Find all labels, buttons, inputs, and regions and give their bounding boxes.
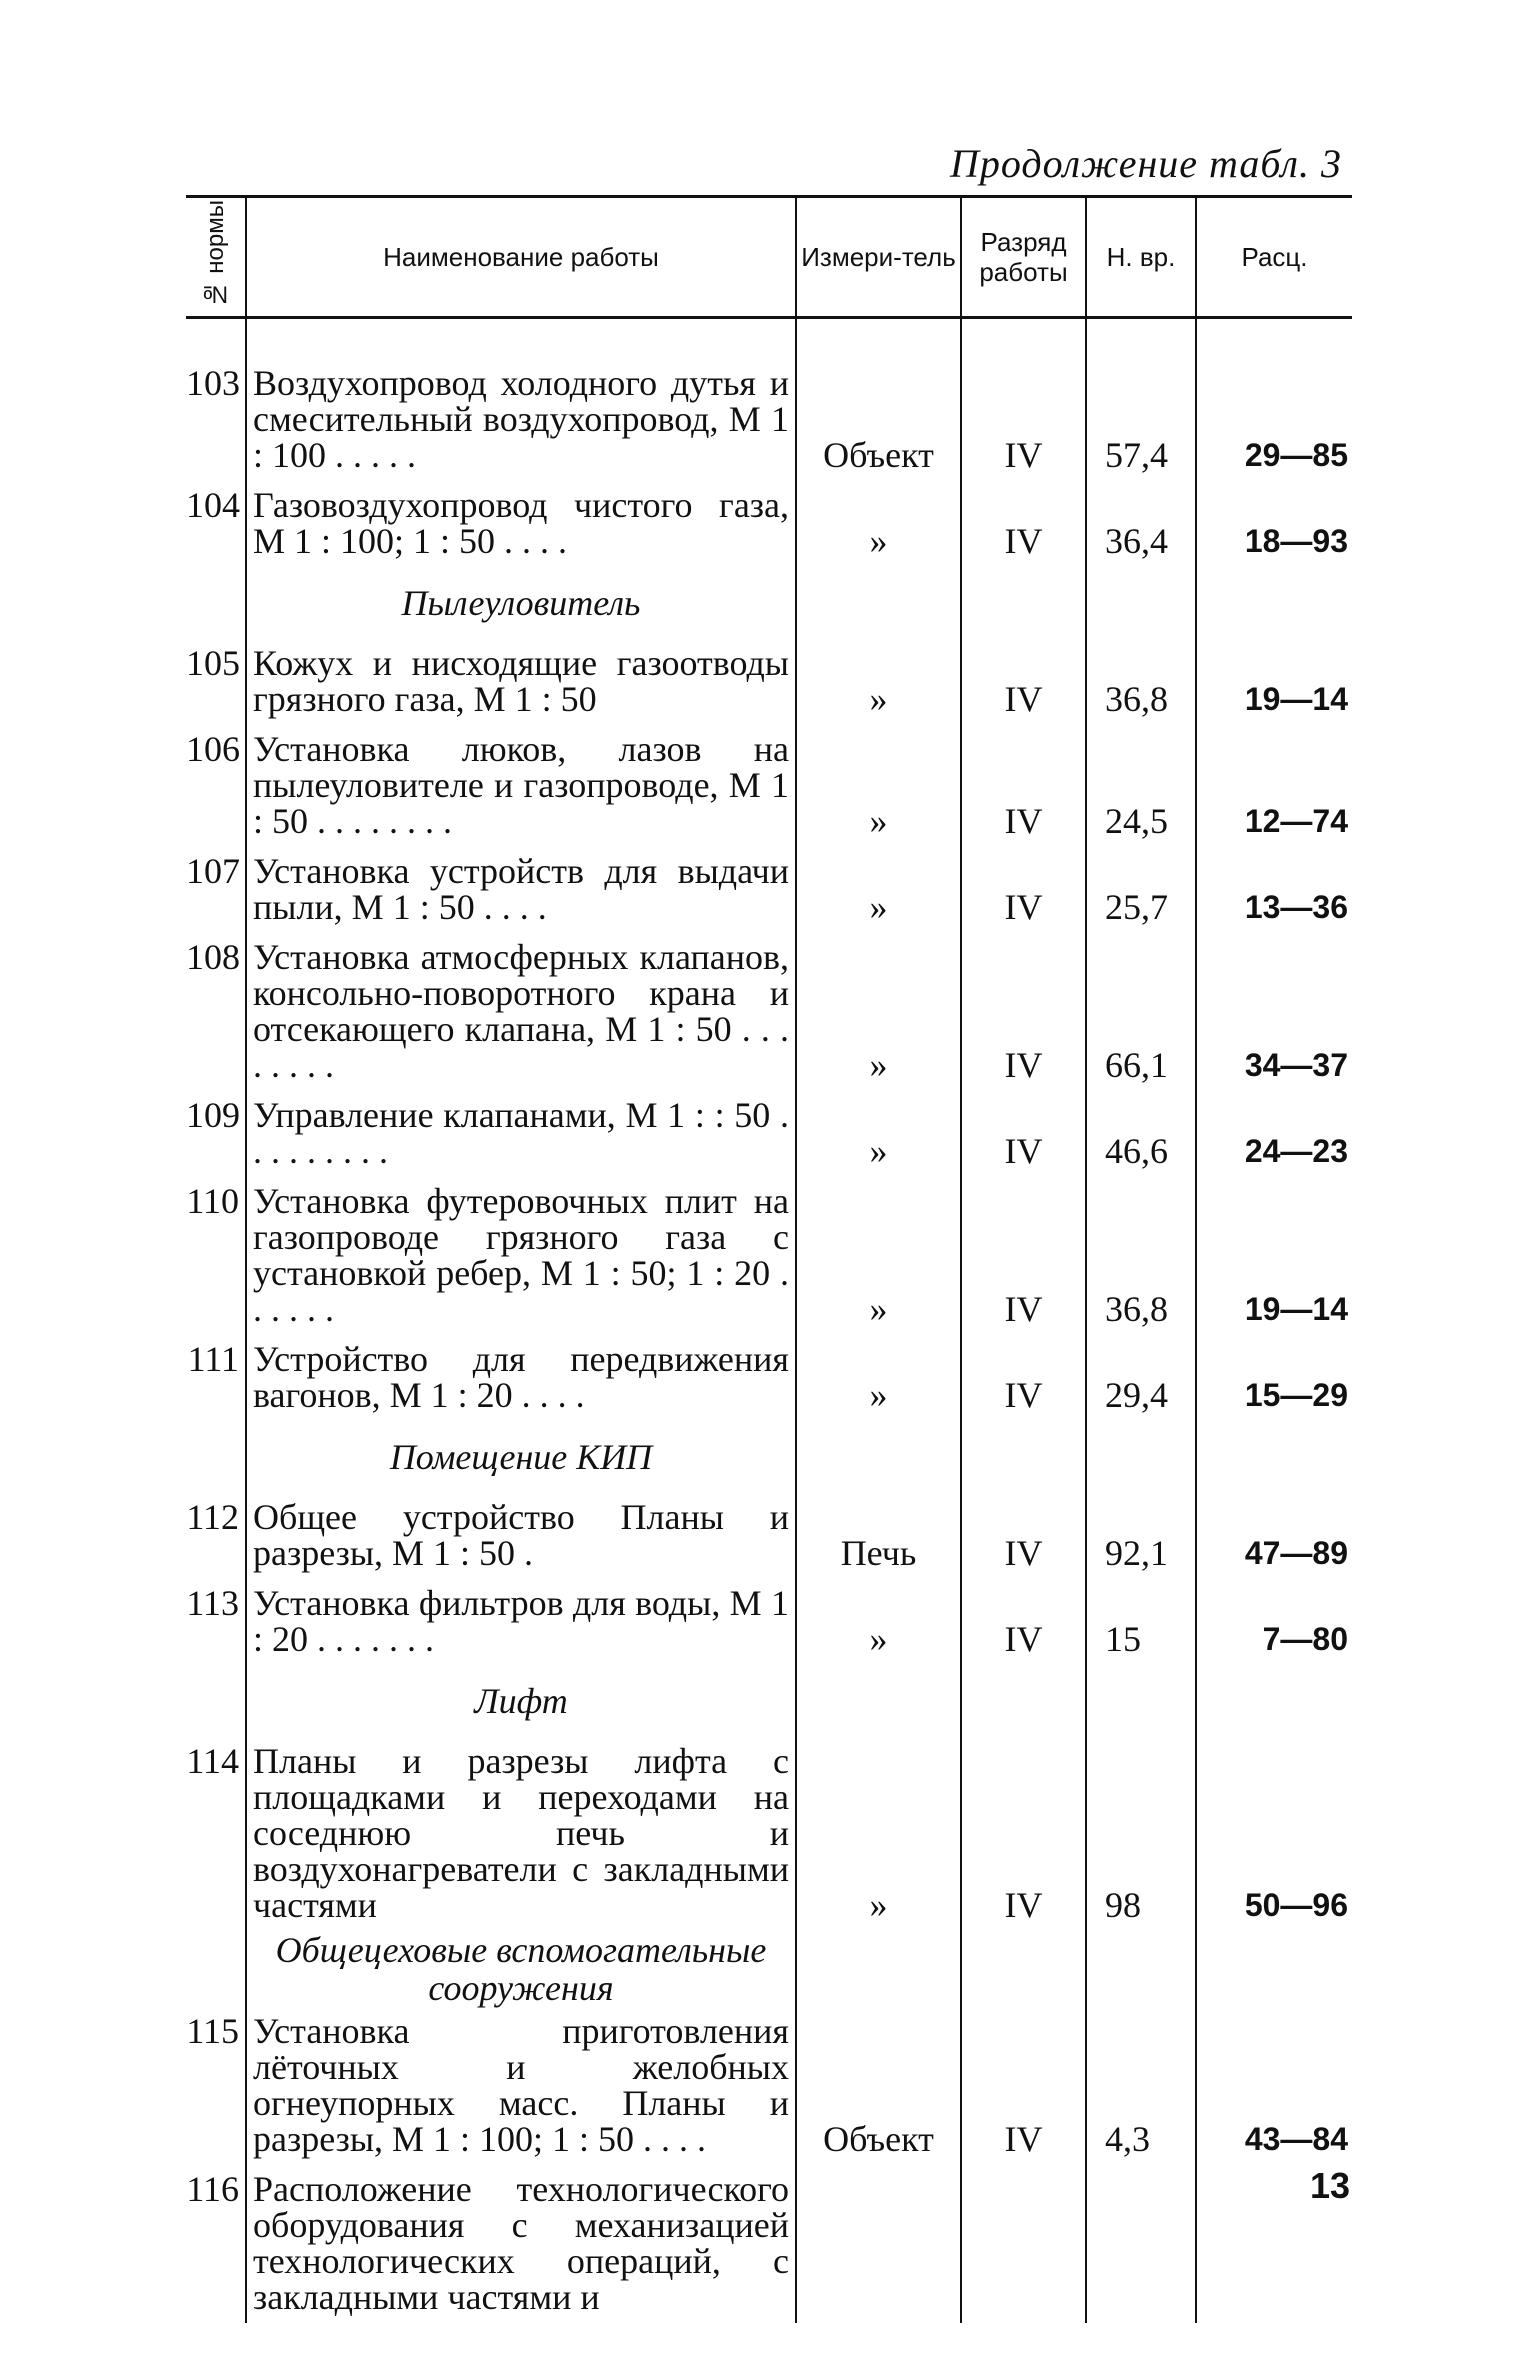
header-name: Наименование работы (246, 197, 796, 318)
header-hours: Н. вр. (1086, 197, 1196, 318)
unit-cell: » (796, 1579, 961, 1665)
table-row (186, 639, 1352, 725)
work-name: Устройство для передвижения вагонов, М 1 : 20 . . . . (246, 1335, 796, 1421)
work-name: Установка фильтров для воды, М 1 : 20 . . . . . . . (246, 1579, 796, 1665)
norm-number: 113 (186, 1583, 239, 1623)
unit-cell: Объект (796, 2007, 961, 2165)
unit-cell: » (796, 847, 961, 933)
table-row (186, 847, 1352, 933)
unit-cell: » (796, 1177, 961, 1335)
work-name: Установка приготовления лёточных и желобных огнеупорных масс. Планы и разрезы, М 1 : 100; 1 : 50 . . . . (246, 2007, 796, 2165)
work-name: Планы и разрезы лифта с площадками и переходами на соседнюю печь и воздухонагреватели с закладными частями (246, 1737, 796, 1931)
table-row (186, 1737, 1352, 1931)
grade-cell: IV (961, 2007, 1086, 2165)
section-subtitle-row (186, 1665, 1352, 1737)
work-name: Кожух и нисходящие газоотводы грязного газа, М 1 : 50 (246, 639, 796, 725)
table-row (186, 1177, 1352, 1335)
empty-cell (1086, 1421, 1196, 1493)
empty-cell (186, 1665, 246, 1737)
norm-number: 111 (187, 1339, 239, 1379)
header-rate: Расц. (1196, 197, 1352, 318)
hours-cell: 4,3 (1086, 2007, 1196, 2165)
empty-cell (1196, 567, 1352, 639)
unit-cell: Печь (796, 1493, 961, 1579)
norm-number: 108 (186, 937, 240, 977)
grade-cell: IV (961, 1335, 1086, 1421)
table-row (186, 1335, 1352, 1421)
section-subtitle: Лифт (246, 1665, 796, 1737)
grade-cell (961, 2165, 1086, 2323)
grade-cell: IV (961, 725, 1086, 847)
header-row (186, 197, 1352, 318)
table-row (186, 933, 1352, 1091)
section-subtitle-row (186, 1421, 1352, 1493)
empty-cell (1086, 567, 1196, 639)
empty-cell (1196, 1421, 1352, 1493)
empty-cell (796, 1931, 961, 2007)
norm-number: 104 (186, 485, 240, 525)
section-subtitle-row (186, 1931, 1352, 2007)
hours-cell: 29,4 (1086, 1335, 1196, 1421)
rate-cell: 15—29 (1196, 1335, 1352, 1421)
norms-table (186, 195, 1352, 2317)
empty-cell (961, 1421, 1086, 1493)
rate-cell: 24—23 (1196, 1091, 1352, 1177)
hours-cell: 25,7 (1086, 847, 1196, 933)
rate-cell: 7—80 (1196, 1579, 1352, 1665)
grade-cell: IV (961, 847, 1086, 933)
table-row (186, 1493, 1352, 1579)
table-row (186, 2165, 1352, 2323)
hours-cell: 98 (1086, 1737, 1196, 1931)
work-name: Установка атмосферных клапанов, консольно-поворотного крана и отсекающего клапана, М 1 : 50 . . . . . . . . (246, 933, 796, 1091)
norm-number: 107 (186, 851, 240, 891)
unit-cell: » (796, 481, 961, 567)
empty-cell (796, 567, 961, 639)
table-caption: Продолжение табл. 3 (949, 141, 1342, 186)
unit-cell: » (796, 639, 961, 725)
work-name: Расположение технологического оборудования с механизацией технологических операций, с закладными частями и (246, 2165, 796, 2323)
hours-cell: 66,1 (1086, 933, 1196, 1091)
unit-cell: » (796, 1335, 961, 1421)
table-row (186, 1091, 1352, 1177)
rate-cell: 34—37 (1196, 933, 1352, 1091)
work-name: Установка люков, лазов на пылеуловителе и газопроводе, М 1 : 50 . . . . . . . . (246, 725, 796, 847)
work-name: Установка футеровочных плит на газопроводе грязного газа с установкой ребер, М 1 : 50; 1 : 20 . . . . . . (246, 1177, 796, 1335)
rate-cell: 50—96 (1196, 1737, 1352, 1931)
hours-cell: 46,6 (1086, 1091, 1196, 1177)
empty-cell (961, 1665, 1086, 1737)
header-norm-label: № нормы (201, 200, 229, 308)
norm-number: 114 (186, 1741, 239, 1781)
page-number: 13 (1309, 2165, 1350, 2206)
hours-cell: 15 (1086, 1579, 1196, 1665)
rate-cell: 19—14 (1196, 639, 1352, 725)
hours-cell: 57,4 (1086, 359, 1196, 481)
norm-number: 116 (186, 2169, 239, 2209)
grade-cell: IV (961, 1493, 1086, 1579)
work-name: Газовоздухопровод чистого газа, М 1 : 100; 1 : 50 . . . . (246, 481, 796, 567)
rate-cell: 29—85 (1196, 359, 1352, 481)
table-row (186, 1579, 1352, 1665)
section-subtitle: Пылеуловитель (246, 567, 796, 639)
section-subtitle: Общецеховые вспомогательные сооружения (246, 1931, 796, 2007)
empty-cell (961, 567, 1086, 639)
work-name: Управление клапанами, М 1 : : 50 . . . . . . . . . (246, 1091, 796, 1177)
unit-cell: Объект (796, 359, 961, 481)
unit-cell: » (796, 725, 961, 847)
spacer-row (186, 318, 1352, 360)
section-subtitle-row (186, 567, 1352, 639)
grade-cell: IV (961, 1579, 1086, 1665)
norm-number: 106 (186, 729, 240, 769)
rate-cell: 43—84 (1196, 2007, 1352, 2165)
rate-cell: 47—89 (1196, 1493, 1352, 1579)
empty-cell (186, 567, 246, 639)
empty-cell (796, 1421, 961, 1493)
table-row (186, 481, 1352, 567)
unit-cell: » (796, 1737, 961, 1931)
empty-cell (796, 1665, 961, 1737)
header-norm (186, 197, 246, 318)
table-row (186, 2007, 1352, 2165)
norm-number: 109 (186, 1095, 240, 1135)
rate-cell: 18—93 (1196, 481, 1352, 567)
norm-number: 110 (186, 1181, 239, 1221)
empty-cell (1086, 1931, 1196, 2007)
grade-cell: IV (961, 481, 1086, 567)
grade-cell: IV (961, 933, 1086, 1091)
header-grade: Разряд работы (961, 197, 1086, 318)
hours-cell: 36,8 (1086, 639, 1196, 725)
table-row (186, 725, 1352, 847)
norm-number: 103 (186, 363, 240, 403)
unit-cell: » (796, 1091, 961, 1177)
section-subtitle: Помещение КИП (246, 1421, 796, 1493)
grade-cell: IV (961, 1177, 1086, 1335)
work-name: Общее устройство Планы и разрезы, М 1 : 50 . (246, 1493, 796, 1579)
empty-cell (1196, 1665, 1352, 1737)
work-name: Установка устройств для выдачи пыли, М 1 : 50 . . . . (246, 847, 796, 933)
hours-cell: 36,8 (1086, 1177, 1196, 1335)
grade-cell: IV (961, 359, 1086, 481)
work-name: Воздухопровод холодного дутья и смесительный воздухопровод, М 1 : 100 . . . . . (246, 359, 796, 481)
hours-cell: 92,1 (1086, 1493, 1196, 1579)
norm-number: 112 (186, 1497, 239, 1537)
empty-cell (186, 1931, 246, 2007)
table-row (186, 359, 1352, 481)
rate-cell: 19—14 (1196, 1177, 1352, 1335)
grade-cell: IV (961, 1091, 1086, 1177)
norm-number: 105 (186, 643, 240, 683)
rate-cell: 13—36 (1196, 847, 1352, 933)
unit-cell (796, 2165, 961, 2323)
norm-number: 115 (186, 2011, 239, 2051)
hours-cell: 36,4 (1086, 481, 1196, 567)
empty-cell (1086, 1665, 1196, 1737)
grade-cell: IV (961, 639, 1086, 725)
hours-cell: 24,5 (1086, 725, 1196, 847)
hours-cell (1086, 2165, 1196, 2323)
table-body (186, 318, 1352, 2324)
unit-cell: » (796, 933, 961, 1091)
grade-cell: IV (961, 1737, 1086, 1931)
empty-cell (186, 1421, 246, 1493)
rate-cell: 12—74 (1196, 725, 1352, 847)
empty-cell (961, 1931, 1086, 2007)
empty-cell (1196, 1931, 1352, 2007)
header-unit: Измери-тель (796, 197, 961, 318)
